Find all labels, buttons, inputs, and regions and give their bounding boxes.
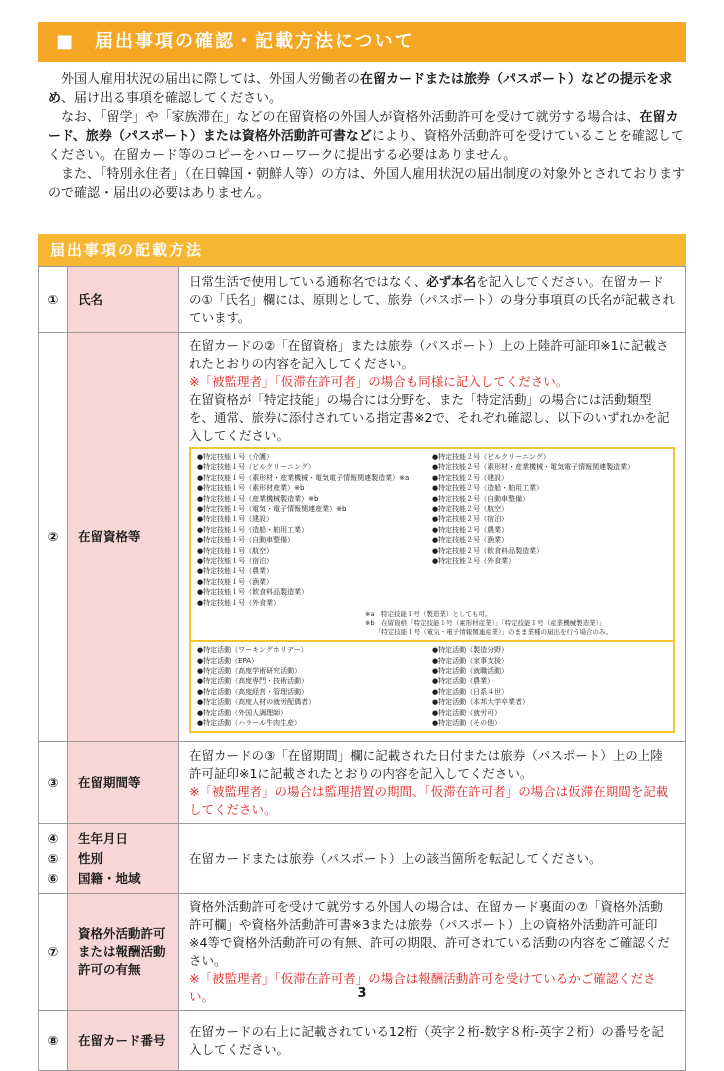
list-item: ●特定技能１号（素形材・産業機械・電気電子情報関連製造業）※a [197, 473, 410, 482]
list-item: ●特定活動（就職活動） [432, 666, 509, 675]
row-number: ③ [39, 742, 68, 824]
list-item: ●特定技能１号（ビルクリーニング） [197, 463, 316, 472]
skills-column-2 [432, 452, 667, 608]
skills-grid [197, 452, 667, 608]
list-item: ●特定技能１号（素形材産業）※b [197, 484, 305, 493]
content-text: 資格外活動許可を受けて就労する外国人の場合は、在留カード裏面の⑦「資格外活動許可欄」や資格外活動許可書※3または旅券（パスポート）上の資格外活動許可証印※4等で資格外活動許可の有無、許可の期限、許可されている活動の内容をご確認ください。 [189, 899, 670, 969]
status-list-box [189, 447, 675, 733]
list-item: ●特定活動（高度人材の就労配偶者） [197, 698, 316, 707]
intro-p1-c: 、届け出る事項を確認してください。 [61, 91, 283, 106]
content-warning: ※「被監理者」「仮滞在許可者」の場合は報酬活動許可を受けているかご確認ください。 [189, 971, 656, 1005]
label-birthdate: 生年月日 [78, 830, 129, 846]
activities-column-2 [432, 645, 667, 728]
content-warning: ※「被監理者」の場合は監理措置の期間、「仮滞在許可者」の場合は仮滞在期間を記載してください。 [189, 783, 669, 817]
table-row [39, 267, 686, 333]
row-number-4: ④ [47, 830, 59, 846]
intro-p2-c: により、資格外活動許可を受けていることを確認してください。在留カード等のコピーをハローワークに提出する必要はありません。 [48, 129, 684, 163]
intro-p1-b: 在留カードまたは旅券（パスポート）などの提示を求め [48, 72, 673, 106]
row-content [179, 742, 686, 824]
content-text: 在留カードの③「在留期間」欄に記載された日付または旅券（パスポート）上の上陸許可証印※1に記載されたとおりの内容を記入してください。 [189, 747, 663, 781]
fields-table [38, 266, 686, 1071]
activities-grid [197, 645, 667, 728]
row-number: ⑧ [39, 1011, 68, 1071]
row-content [179, 333, 686, 742]
box-divider [191, 640, 673, 642]
intro-paragraph-3: また、「特別永住者」（在日韓国・朝鮮人等）の方は、外国人雇用状況の届出制度の対象外とされておりますので確認・届出の必要はありません。 [48, 167, 686, 201]
list-item: ●特定活動（ワーキングホリデー） [197, 646, 308, 655]
label-nationality: 国籍・地域 [78, 870, 141, 886]
page-number: 3 [357, 986, 367, 1001]
note-item: ※a 特定技能１号（製造業）としても可。 [365, 610, 492, 619]
list-item: ●特定活動（EPA） [197, 656, 259, 665]
list-item: ●特定技能１号（航空） [197, 546, 274, 555]
subsection-title: 届出事項の記載方法 [38, 234, 686, 266]
row-content: 在留カードまたは旅券（パスポート）上の該当箇所を転記してください。 [179, 824, 686, 894]
list-item: ●特定活動（家事支援） [432, 656, 509, 665]
row-number: ② [39, 333, 68, 742]
list-item: ●特定技能２号（造船・舶用工業） [432, 484, 544, 493]
list-item: ●特定技能２号（建設） [432, 473, 509, 482]
list-item: ●特定技能１号（介護） [197, 453, 274, 461]
list-item: ●特定技能２号（漁業） [432, 536, 509, 545]
row-number: ① [39, 267, 68, 333]
list-item: ●特定技能１号（自動車整備） [197, 536, 295, 545]
list-item: ●特定技能１号（電気・電子情報関連産業）※b [197, 505, 347, 514]
list-item: ●特定技能１号（農業） [197, 567, 274, 576]
list-item: ●特定活動（高度専門・技術活動） [197, 677, 309, 686]
row-number-5: ⑤ [47, 850, 59, 866]
list-item: ●特定技能２号（宿泊） [432, 515, 509, 524]
content-text: を記入してください。在留カードの①「氏名」欄には、原則として、旅券（パスポート）の身分事項頁の氏名が記載されています。 [189, 273, 675, 325]
list-item: ●特定技能２号（ビルクリーニング） [432, 453, 551, 461]
row-content [179, 267, 686, 333]
skills-column-1 [197, 452, 432, 608]
section-title: ■ 届出事項の確認・記載方法について [38, 22, 686, 62]
intro-p2-a: なお、「留学」や「家族滞在」などの在留資格の外国人が資格外活動許可を受けて就労する場合は、 [61, 110, 640, 125]
list-item: ●特定活動（製造分野） [432, 646, 509, 655]
list-item: ●特定活動（その他） [432, 718, 502, 727]
list-item: ●特定技能２号（飲食料品製造業） [432, 546, 544, 555]
list-item: ●特定技能１号（造船・舶用工業） [197, 525, 309, 534]
list-item: ●特定技能２号（素形材・産業機械・電気電子情報関連製造業） [432, 463, 635, 472]
content-warning: ※「被監理者」「仮滞在許可者」の場合も同様に記入してください。 [189, 374, 569, 389]
table-row [39, 742, 686, 824]
note-item: 「特定技能１号（電気・電子情報関連産業）」のまま業種の届出を行う場合のみ。 [365, 628, 613, 637]
intro-paragraph-2 [48, 108, 688, 165]
row-number [39, 824, 68, 894]
row-label: 在留期間等 [68, 742, 179, 824]
row-label: 在留資格等 [68, 333, 179, 742]
row-label: 氏名 [68, 267, 179, 333]
list-item: ●特定活動（日系４世） [432, 687, 509, 696]
list-item: ●特定技能１号（建設） [197, 515, 274, 524]
content-text: 在留資格が「特定技能」の場合には分野を、また「特定活動」の場合には活動類型を、通常、旅券に添付されている指定書※2で、それぞれ確認し、以下のいずれかを記入してください。 [189, 392, 670, 443]
table-row [39, 333, 686, 742]
skills-notes [365, 610, 667, 637]
list-item: ●特定技能２号（農業） [432, 525, 509, 534]
list-item: ●特定活動（高度経営・管理活動） [197, 687, 309, 696]
content-emphasis: 必ず本名 [426, 273, 477, 289]
list-item: ●特定技能２号（外食業） [432, 557, 516, 566]
list-item: ●特定活動（ハラール牛肉生産） [197, 718, 301, 727]
list-item: ●特定活動（外国人調理師） [197, 708, 288, 717]
intro-text [48, 70, 688, 203]
list-item: ●特定技能２号（自動車整備） [432, 494, 530, 503]
row-label: 資格外活動許可または報酬活動許可の有無 [68, 894, 179, 1011]
content-text: 在留カードの②「在留資格」または旅券（パスポート）上の上陸許可証印※1に記載されたとおりの内容を記入してください。 [189, 338, 669, 371]
list-item: ●特定活動（本邦大学卒業者） [432, 698, 530, 707]
list-item: ●特定技能１号（漁業） [197, 577, 274, 586]
row-number-6: ⑥ [47, 870, 59, 886]
list-item: ●特定技能１号（外食業） [197, 598, 281, 607]
list-item: ●特定技能１号（宿泊） [197, 557, 274, 566]
table-row [39, 1011, 686, 1071]
list-item: ●特定技能１号（飲食料品製造業） [197, 588, 309, 597]
content-text: 日常生活で使用している通称名ではなく、 [189, 273, 427, 289]
row-number: ⑦ [39, 894, 68, 1011]
list-item: ●特定技能２号（航空） [432, 505, 509, 514]
intro-paragraph-1 [48, 70, 688, 108]
note-item: ※b 在留資格「特定技能１号（素形材産業）」「特定技能１号（産業機械製造業）」 [365, 619, 606, 628]
intro-p2-b: 在留カード、旅券（パスポート）または資格外活動許可書など [48, 110, 679, 144]
row-content: 在留カードの右上に記載されている12桁（英字２桁-数字８桁-英字２桁）の番号を記入してください。 [179, 1011, 686, 1071]
list-item: ●特定活動（高度学術研究活動） [197, 666, 302, 675]
row-label: 在留カード番号 [68, 1011, 179, 1071]
list-item: ●特定活動（農業） [432, 677, 495, 686]
row-label [68, 824, 179, 894]
intro-p1-a: 外国人雇用状況の届出に際しては、外国人労働者の [61, 72, 361, 87]
list-item: ●特定活動（就労可） [432, 708, 502, 717]
label-sex: 性別 [78, 850, 104, 866]
list-item: ●特定技能１号（産業機械製造業）※b [197, 494, 319, 503]
table-row [39, 824, 686, 894]
activities-column-1 [197, 645, 432, 728]
